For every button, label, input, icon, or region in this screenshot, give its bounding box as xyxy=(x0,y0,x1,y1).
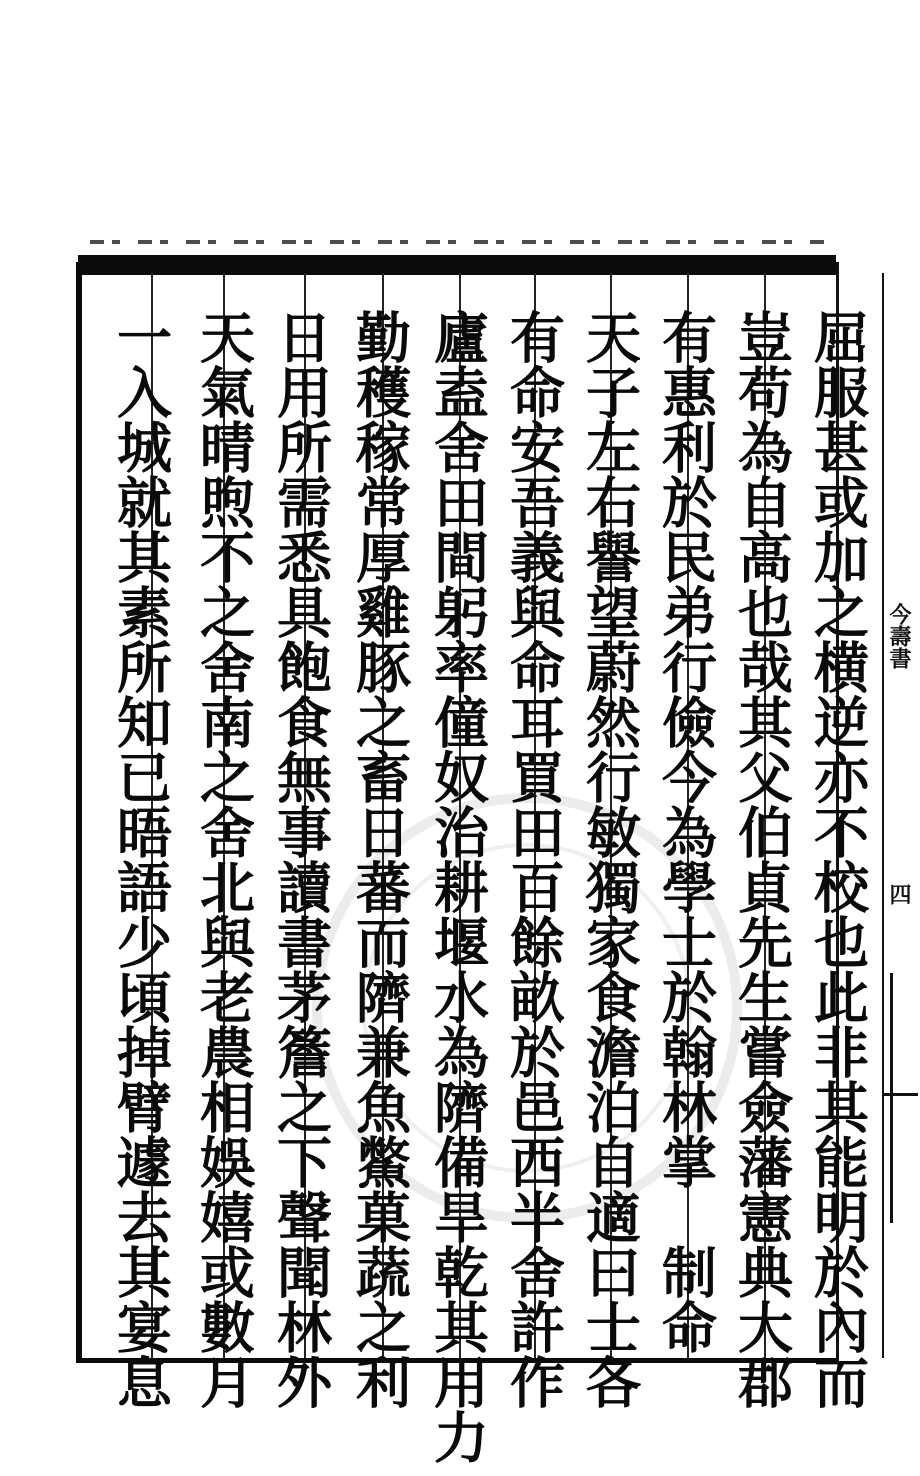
text-block xyxy=(82,273,912,1464)
margin-fishtail-mark xyxy=(884,973,918,1223)
top-decorative-rule xyxy=(90,240,830,244)
text-column-8: 日用所需悉具飽食無事讀書茅簷之下聲聞林外 xyxy=(268,309,333,1409)
text-column-1: 屈服甚或加之横逆亦不校也此非其能明於內而 xyxy=(805,309,870,1409)
top-frame-border xyxy=(78,255,836,275)
text-column-4: 天子左右譽望蔚然行敏獨家食澹泊自適曰士各 xyxy=(577,309,642,1409)
text-column-2: 豈苟為自高也哉其父伯貞先生嘗僉藩憲典大郡 xyxy=(729,309,794,1409)
text-column-7: 勤穫稼常厚雞豚之畜日蕃而隮兼魚鱉菓蔬之利 xyxy=(347,309,412,1409)
text-column-5: 有命安吾義與命耳買田百餘畝於邑西半舍許作 xyxy=(501,309,566,1409)
margin-title: 今壽書 xyxy=(886,603,912,669)
text-column-6: 廬盍舍田間躬率僮奴治耕堰水為隮備旱乾其用力 xyxy=(425,309,490,1464)
text-column-9: 天氣晴煦不之舍南之舍北與老農相娛嬉或數月 xyxy=(191,309,256,1409)
margin-page-number: 四 xyxy=(886,883,912,905)
fold-margin xyxy=(882,273,920,1358)
text-column-3: 有惠利於民弟行儉今為學士於翰林掌 制命 xyxy=(653,309,718,1354)
text-column-10: 一入城就其素所知已晤語少頃掉臂遽去其宴息 xyxy=(108,309,173,1409)
